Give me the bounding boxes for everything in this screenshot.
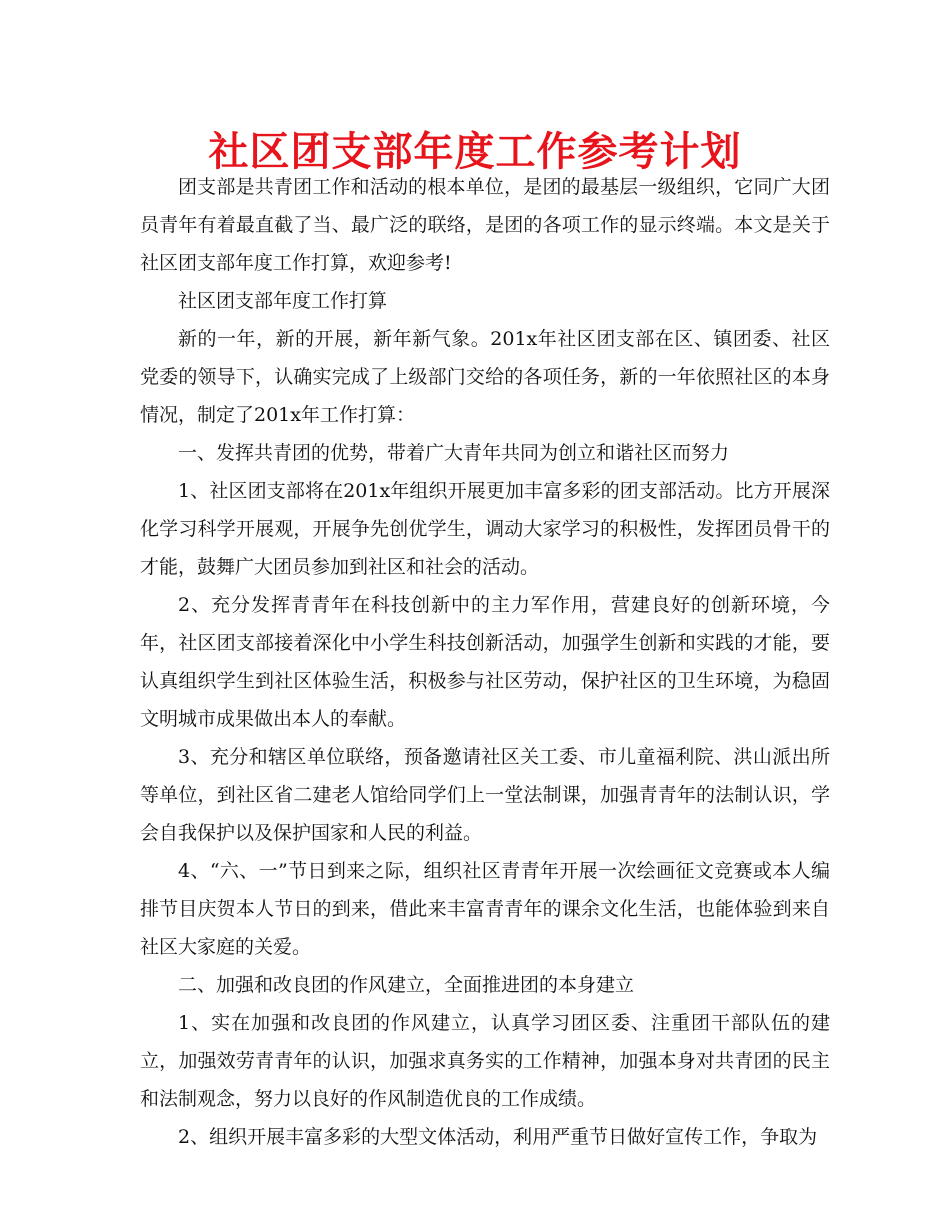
paragraph-intro: 团支部是共青团工作和活动的根本单位，是团的最基层一级组织，它同广大团员青年有着最直截了当、最广泛的联络，是团的各项工作的显示终端。本文是关于社区团支部年度工作打算，欢迎参考! xyxy=(140,176,830,274)
section-heading-1: 一、发挥共青团的优势，带着广大青年共同为创立和谐社区而努力 xyxy=(178,442,730,464)
section-heading-2: 二、加强和改良团的作风建立，全面推进团的本身建立 xyxy=(178,974,635,996)
document-body xyxy=(140,168,830,1156)
paragraph-item: 2、充分发挥青青年在科技创新中的主力军作用，营建良好的创新环境，今年，社区团支部接着深化中小学生科技创新活动，加强学生创新和实践的才能，要认真组织学生到社区体验生活，积极参与社区劳动，保护社区的卫生环境，为稳固文明城市成果做出本人的奉献。 xyxy=(140,594,830,730)
paragraph-item: 3、充分和辖区单位联络，预备邀请社区关工委、市儿童福利院、洪山派出所等单位，到社区省二建老人馆给同学们上一堂法制课，加强青青年的法制认识，学会自我保护以及保护国家和人民的利益。 xyxy=(140,746,830,844)
document-title: 社区团支部年度工作参考计划 xyxy=(208,128,742,175)
paragraph-subtitle: 社区团支部年度工作打算 xyxy=(178,290,388,312)
paragraph-item: 1、社区团支部将在201x年组织开展更加丰富多彩的团支部活动。比方开展深化学习科学开展观，开展争先创优学生，调动大家学习的积极性，发挥团员骨干的才能，鼓舞广大团员参加到社区和社会的活动。 xyxy=(140,480,830,578)
paragraph-item: 4、“六、一”节日到来之际，组织社区青青年开展一次绘画征文竞赛或本人编排节目庆贺本人节日的到来，借此来丰富青青年的课余文化生活，也能体验到来自社区大家庭的关爱。 xyxy=(140,860,830,958)
paragraph-item: 1、实在加强和改良团的作风建立，认真学习团区委、注重团干部队伍的建立，加强效劳青青年的认识，加强求真务实的工作精神，加强本身对共青团的民主和法制观念，努力以良好的作风制造优良的工作成绩。 xyxy=(140,1012,830,1110)
paragraph-overview: 新的一年，新的开展，新年新气象。201x年社区团支部在区、镇团委、社区党委的领导下，认确实完成了上级部门交给的各项任务，新的一年依照社区的本身情况，制定了201x年工作打算： xyxy=(140,328,830,426)
paragraph-item: 2、组织开展丰富多彩的大型文体活动，利用严重节日做好宣传工作，争取为 xyxy=(178,1126,818,1148)
